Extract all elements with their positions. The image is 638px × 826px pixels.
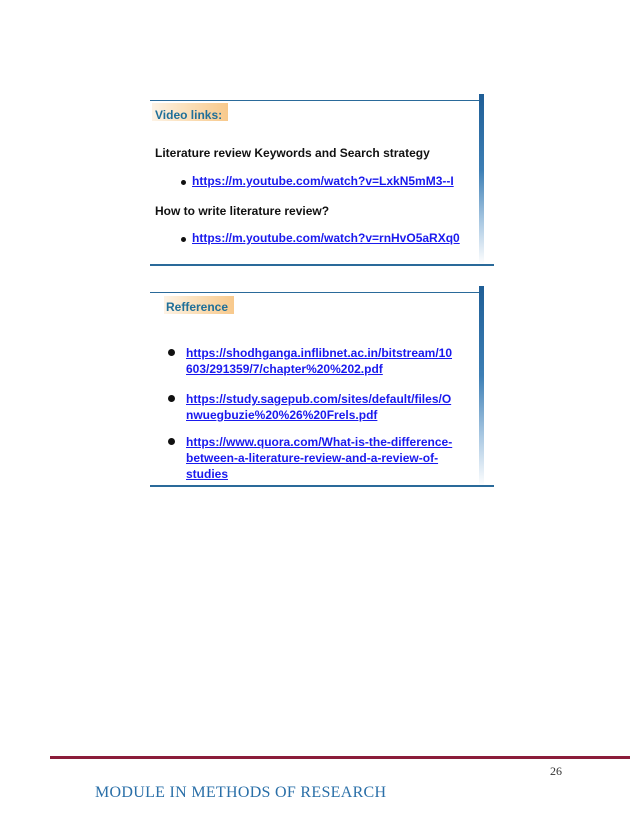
video-link[interactable]: https://m.youtube.com/watch?v=LxkN5mM3--I (192, 174, 454, 188)
bullet (168, 438, 175, 445)
reference-link-line: between-a-literature-review-and-a-review-of- (186, 451, 439, 465)
bullet (181, 180, 186, 185)
reference-link-line: https://shodhganga.inflibnet.ac.in/bitstream/10 (186, 346, 453, 360)
reference-link-line: studies (186, 467, 229, 481)
reference-slide (150, 292, 494, 488)
slide-bottom-border (150, 485, 494, 487)
section-heading: How to write literature review? (155, 204, 330, 218)
footer-divider (50, 756, 630, 759)
slide-bottom-border (150, 264, 494, 266)
video-link[interactable]: https://m.youtube.com/watch?v=rnHvO5aRXq0 (192, 231, 460, 245)
reference-link-line: nwuegbuzie%20%26%20Frels.pdf (186, 408, 378, 422)
bullet (168, 349, 175, 356)
reference-link[interactable] (186, 434, 486, 482)
slide-top-border (150, 292, 484, 293)
slide-title: Video links: (155, 108, 223, 122)
slide-accent-bar (479, 94, 484, 264)
page-number: 26 (550, 764, 562, 778)
video-links-slide (150, 100, 494, 266)
bullet (168, 395, 175, 402)
reference-link-line: 603/291359/7/chapter%20%202.pdf (186, 362, 383, 376)
reference-link[interactable] (186, 345, 486, 377)
reference-link-line: https://study.sagepub.com/sites/default/files/O (186, 392, 452, 406)
section-heading: Literature review Keywords and Search strategy (155, 146, 430, 160)
reference-link[interactable] (186, 391, 486, 423)
reference-link-line: https://www.quora.com/What-is-the-difference- (186, 435, 453, 449)
slide-top-border (150, 100, 484, 101)
slide-title: Refference (166, 300, 229, 314)
module-title: MODULE IN METHODS OF RESEARCH (95, 784, 387, 801)
bullet (181, 237, 186, 242)
